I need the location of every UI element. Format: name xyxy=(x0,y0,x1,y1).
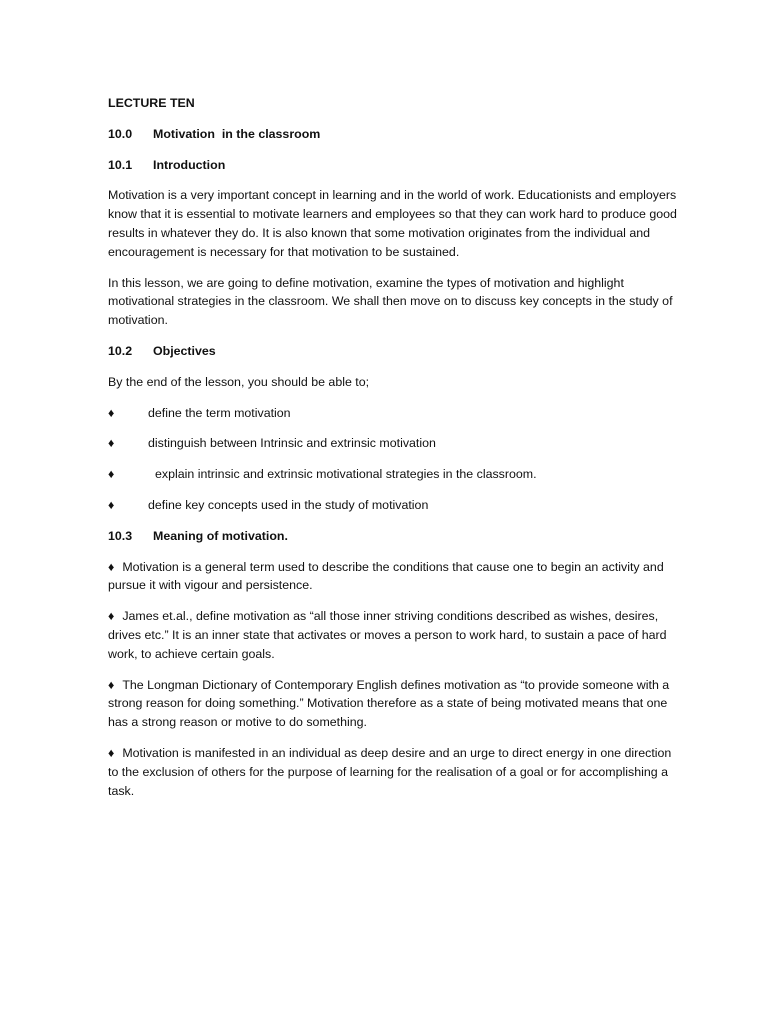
meaning-paragraph xyxy=(108,607,678,663)
document-body xyxy=(108,94,678,812)
section-title: Meaning of motivation. xyxy=(153,528,288,543)
diamond-bullet-icon: ♦ xyxy=(108,467,115,482)
meaning-paragraph xyxy=(108,744,678,800)
objective-item xyxy=(108,404,678,423)
objective-text: explain intrinsic and extrinsic motivational strategies in the classroom. xyxy=(155,467,537,482)
section-heading-10-1 xyxy=(108,156,678,175)
diamond-bullet-icon: ♦ xyxy=(108,609,115,624)
section-heading-10-3 xyxy=(108,527,678,546)
section-heading-10-0 xyxy=(108,125,678,144)
objective-item xyxy=(108,434,678,453)
meaning-text: Motivation is a general term used to describe the conditions that cause one to begin an activity and pursue it with vigour and persistence. xyxy=(108,559,664,593)
intro-paragraph-2: In this lesson, we are going to define motivation, examine the types of motivation and highlight motivational strategies in the classroom. We shall then move on to discuss key concepts in the study of motivation. xyxy=(108,275,673,328)
meaning-paragraph xyxy=(108,558,678,596)
lecture-title: LECTURE TEN xyxy=(108,96,195,110)
section-number: 10.2 xyxy=(108,343,133,358)
intro-paragraph-1: Motivation is a very important concept in learning and in the world of work. Educationists and employers know that it is essential to motivate learners and employees so that they can work hard to produce good results in whatever they do. It is also known that some motivation originates from the individual and encouragement is necessary for that motivation to be sustained. xyxy=(108,188,677,259)
meaning-text: Motivation is manifested in an individual as deep desire and an urge to direct energy in one direction to the exclusion of others for the purpose of learning for the realisation of a goal or for accomplishing a task. xyxy=(108,745,672,798)
meaning-paragraph xyxy=(108,676,678,732)
objective-item xyxy=(108,496,678,515)
section-title: Objectives xyxy=(153,343,216,358)
diamond-bullet-icon: ♦ xyxy=(108,405,115,420)
diamond-bullet-icon: ♦ xyxy=(108,559,115,574)
objective-text: define key concepts used in the study of motivation xyxy=(148,497,429,512)
section-title: Introduction xyxy=(153,157,226,172)
objective-item xyxy=(108,465,678,484)
objectives-intro: By the end of the lesson, you should be able to; xyxy=(108,374,370,389)
meaning-text: The Longman Dictionary of Contemporary English defines motivation as “to provide someone with a strong reason for doing something.” Motivation therefore as a state of being motivated means that one has a strong reason or motive to do something. xyxy=(108,677,670,730)
section-title: Motivation in the classroom xyxy=(153,126,321,141)
objective-text: distinguish between Intrinsic and extrinsic motivation xyxy=(148,436,436,451)
diamond-bullet-icon: ♦ xyxy=(108,677,115,692)
objective-text: define the term motivation xyxy=(148,405,291,420)
diamond-bullet-icon: ♦ xyxy=(108,436,115,451)
diamond-bullet-icon: ♦ xyxy=(108,497,115,512)
meaning-text: James et.al., define motivation as “all those inner striving conditions described as wishes, desires, drives etc.” It is an inner state that activates or moves a person to work hard, to sustain a pace of hard work, to achieve certain goals. xyxy=(108,609,667,661)
section-heading-10-2 xyxy=(108,342,678,361)
section-number: 10.1 xyxy=(108,157,133,172)
section-number: 10.0 xyxy=(108,126,133,141)
section-number: 10.3 xyxy=(108,528,133,543)
diamond-bullet-icon: ♦ xyxy=(108,745,115,760)
